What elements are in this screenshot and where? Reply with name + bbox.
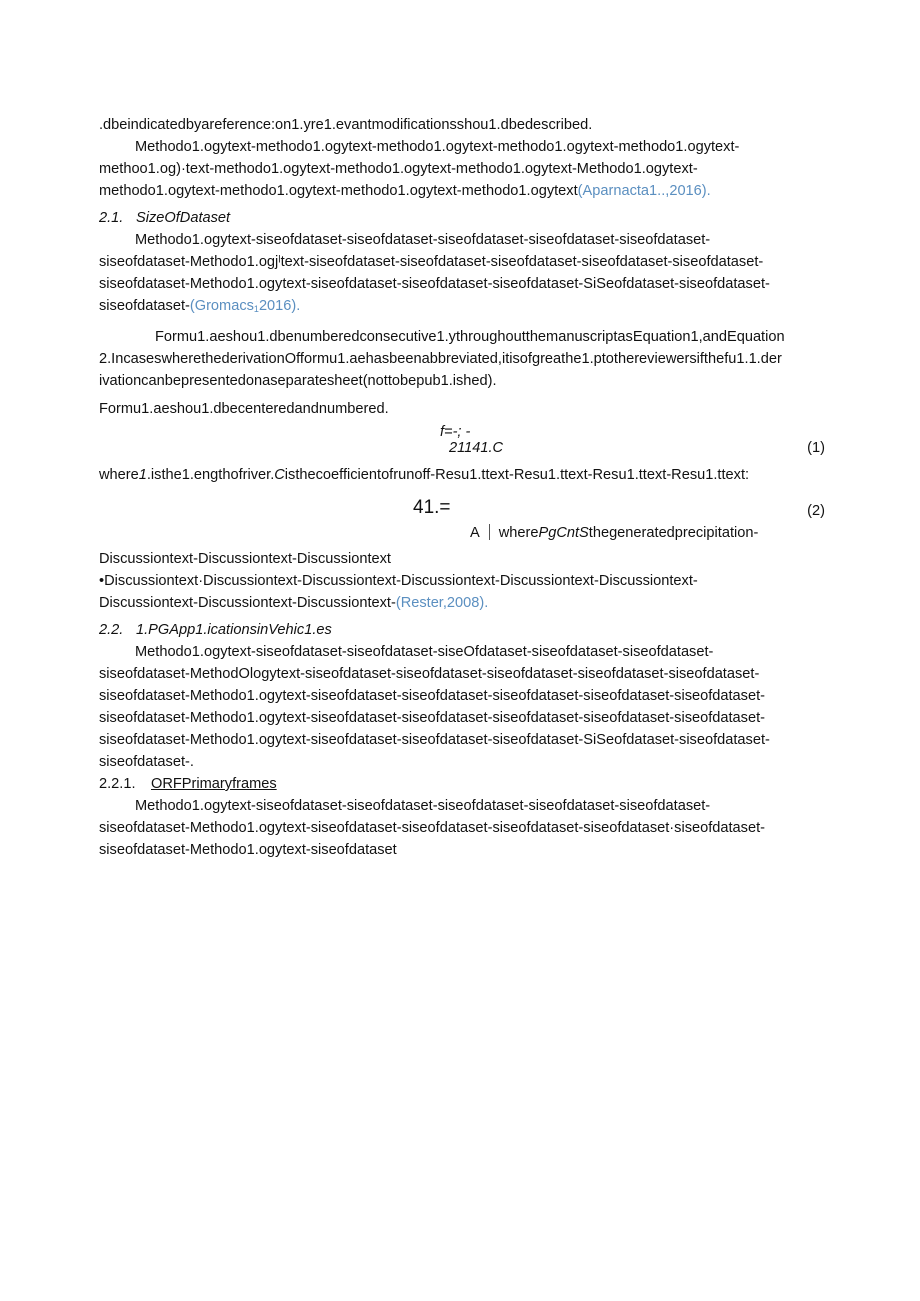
text-line: .dbeindicatedbyareference:on1.yre1.evantmodificationsshou1.dbedescribed. [99, 117, 593, 133]
section-number: 2.2.1. [99, 776, 136, 792]
section-title: SizeOfDataset [136, 210, 231, 226]
text-line: 2.IncaseswherethederivationOfformu1.aehasbeenabbreviated,itisofgreathe1.ptothereviewersifthefu1.1.der [99, 351, 782, 367]
section-title: ORFPrimaryframes [151, 776, 277, 792]
text-line: ivationcanbepresentedonaseparatesheet(nottobepub1.ished). [99, 373, 497, 389]
text-line: siseofdataset-Methodo1.ogytext-siseofdataset [99, 842, 397, 858]
text: siseofdataset- [99, 298, 190, 314]
text: Discussiontext-Discussiontext-Discussiontext- [99, 595, 396, 611]
text-line: Formu1.aeshou1.dbecenteredandnumbered. [99, 401, 389, 417]
text-line: siseofdataset-MethodOlogytext-siseofdataset-siseofdataset-siseofdataset-siseofdataset-siseofdataset- [99, 666, 760, 682]
citation-link[interactable]: (Aparnacta1..,2016). [577, 183, 711, 199]
section-heading-2-1 [99, 207, 825, 229]
equation-number: (1) [807, 440, 825, 456]
text-line: siseofdataset-Methodo1.ogytext-siseofdataset-siseofdataset-siseofdataset-SiSeofdataset-siseofdataset- [99, 732, 770, 748]
text-line: Methodo1.ogytext-siseofdataset-siseofdataset-siseOfdataset-siseofdataset-siseofdataset- [135, 644, 714, 660]
equation-2 [99, 486, 825, 548]
section-title: 1.PGApp1.icationsinVehic1.es [136, 622, 332, 638]
text-line: Formu1.aeshou1.dbenumberedconsecutive1.ythroughoutthemanuscriptasEquation1,andEquation [155, 329, 785, 345]
text-line: Methodo1.ogytext-siseofdataset-siseofdataset-siseofdataset-siseofdataset-siseofdataset- [135, 232, 711, 248]
text-line: •Discussiontext·Discussiontext-Discussiontext-Discussiontext-Discussiontext-Discussiontext- [99, 573, 698, 589]
variable: PgCntS [538, 525, 589, 541]
section-number: 2.1. [99, 210, 124, 226]
text-line: Discussiontext-Discussiontext-Discussiontext [99, 551, 391, 567]
text: methodo1.ogytext-methodo1.ogytext-methodo1.ogytext-methodo1.ogytext [99, 183, 578, 199]
variable: C [274, 467, 285, 483]
text: .isthe1.engthofriver. [146, 467, 275, 483]
equation-term [470, 522, 758, 544]
text: where [99, 467, 139, 483]
document-page [99, 114, 825, 861]
citation-link[interactable] [190, 298, 300, 314]
citation-text: (Gromacs [189, 298, 254, 314]
text-line: siseofdataset-Methodo1.ogytext-siseofdataset-siseofdataset-siseofdataset-siseofdataset-siseofdataset- [99, 710, 766, 726]
text: A [470, 525, 480, 541]
section-heading-2-2 [99, 619, 825, 641]
text-line [99, 464, 825, 486]
text-line [99, 295, 825, 320]
text-line: siseofdataset-Methodo1.ogytext-siseofdataset-siseofdataset-siseofdataset-SiSeofdataset-siseofdataset- [99, 276, 770, 292]
equation-number: (2) [807, 503, 825, 519]
text: thegeneratedprecipitation- [588, 525, 759, 541]
text-line: methoo1.og)·text-methodo1.ogytext-methodo1.ogytext-methodo1.ogytext-Methodo1.ogytext- [99, 161, 698, 177]
text: isthecoefficientofrunoff-Resu1.ttext-Resu1.ttext-Resu1.ttext-Resu1.ttext: [284, 467, 750, 483]
text-line [99, 592, 825, 614]
variable: 1 [138, 467, 147, 483]
citation-text: 2016). [258, 298, 301, 314]
text-line: siseofdataset-Methodo1.ogjˡtext-siseofdataset-siseofdataset-siseofdataset-siseofdataset-siseofdataset- [99, 254, 764, 270]
text-line: siseofdataset-Methodo1.ogytext-siseofdataset-siseofdataset-siseofdataset-siseofdataset-siseofdataset- [99, 688, 766, 704]
equation-1 [99, 420, 825, 464]
citation-link[interactable]: (Rester,2008). [395, 595, 489, 611]
equation-lhs: 41.= [413, 497, 451, 518]
text-line: Methodo1.ogytext-methodo1.ogytext-methodo1.ogytext-methodo1.ogytext-methodo1.ogytext- [135, 139, 740, 155]
divider [489, 524, 490, 540]
text: where [498, 525, 539, 541]
section-number: 2.2. [99, 622, 124, 638]
text-line: Methodo1.ogytext-siseofdataset-siseofdataset-siseofdataset-siseofdataset-siseofdataset- [135, 798, 711, 814]
text-line [99, 180, 825, 202]
section-heading-2-2-1 [99, 773, 825, 795]
text-line: siseofdataset-Methodo1.ogytext-siseofdataset-siseofdataset-siseofdataset-siseofdataset·siseofdataset- [99, 820, 766, 836]
text-line: siseofdataset-. [99, 754, 194, 770]
equation-top: f=-; - [440, 424, 471, 440]
citation-subscript: 1 [253, 304, 259, 314]
equation-bottom: 21141.C [449, 440, 504, 456]
